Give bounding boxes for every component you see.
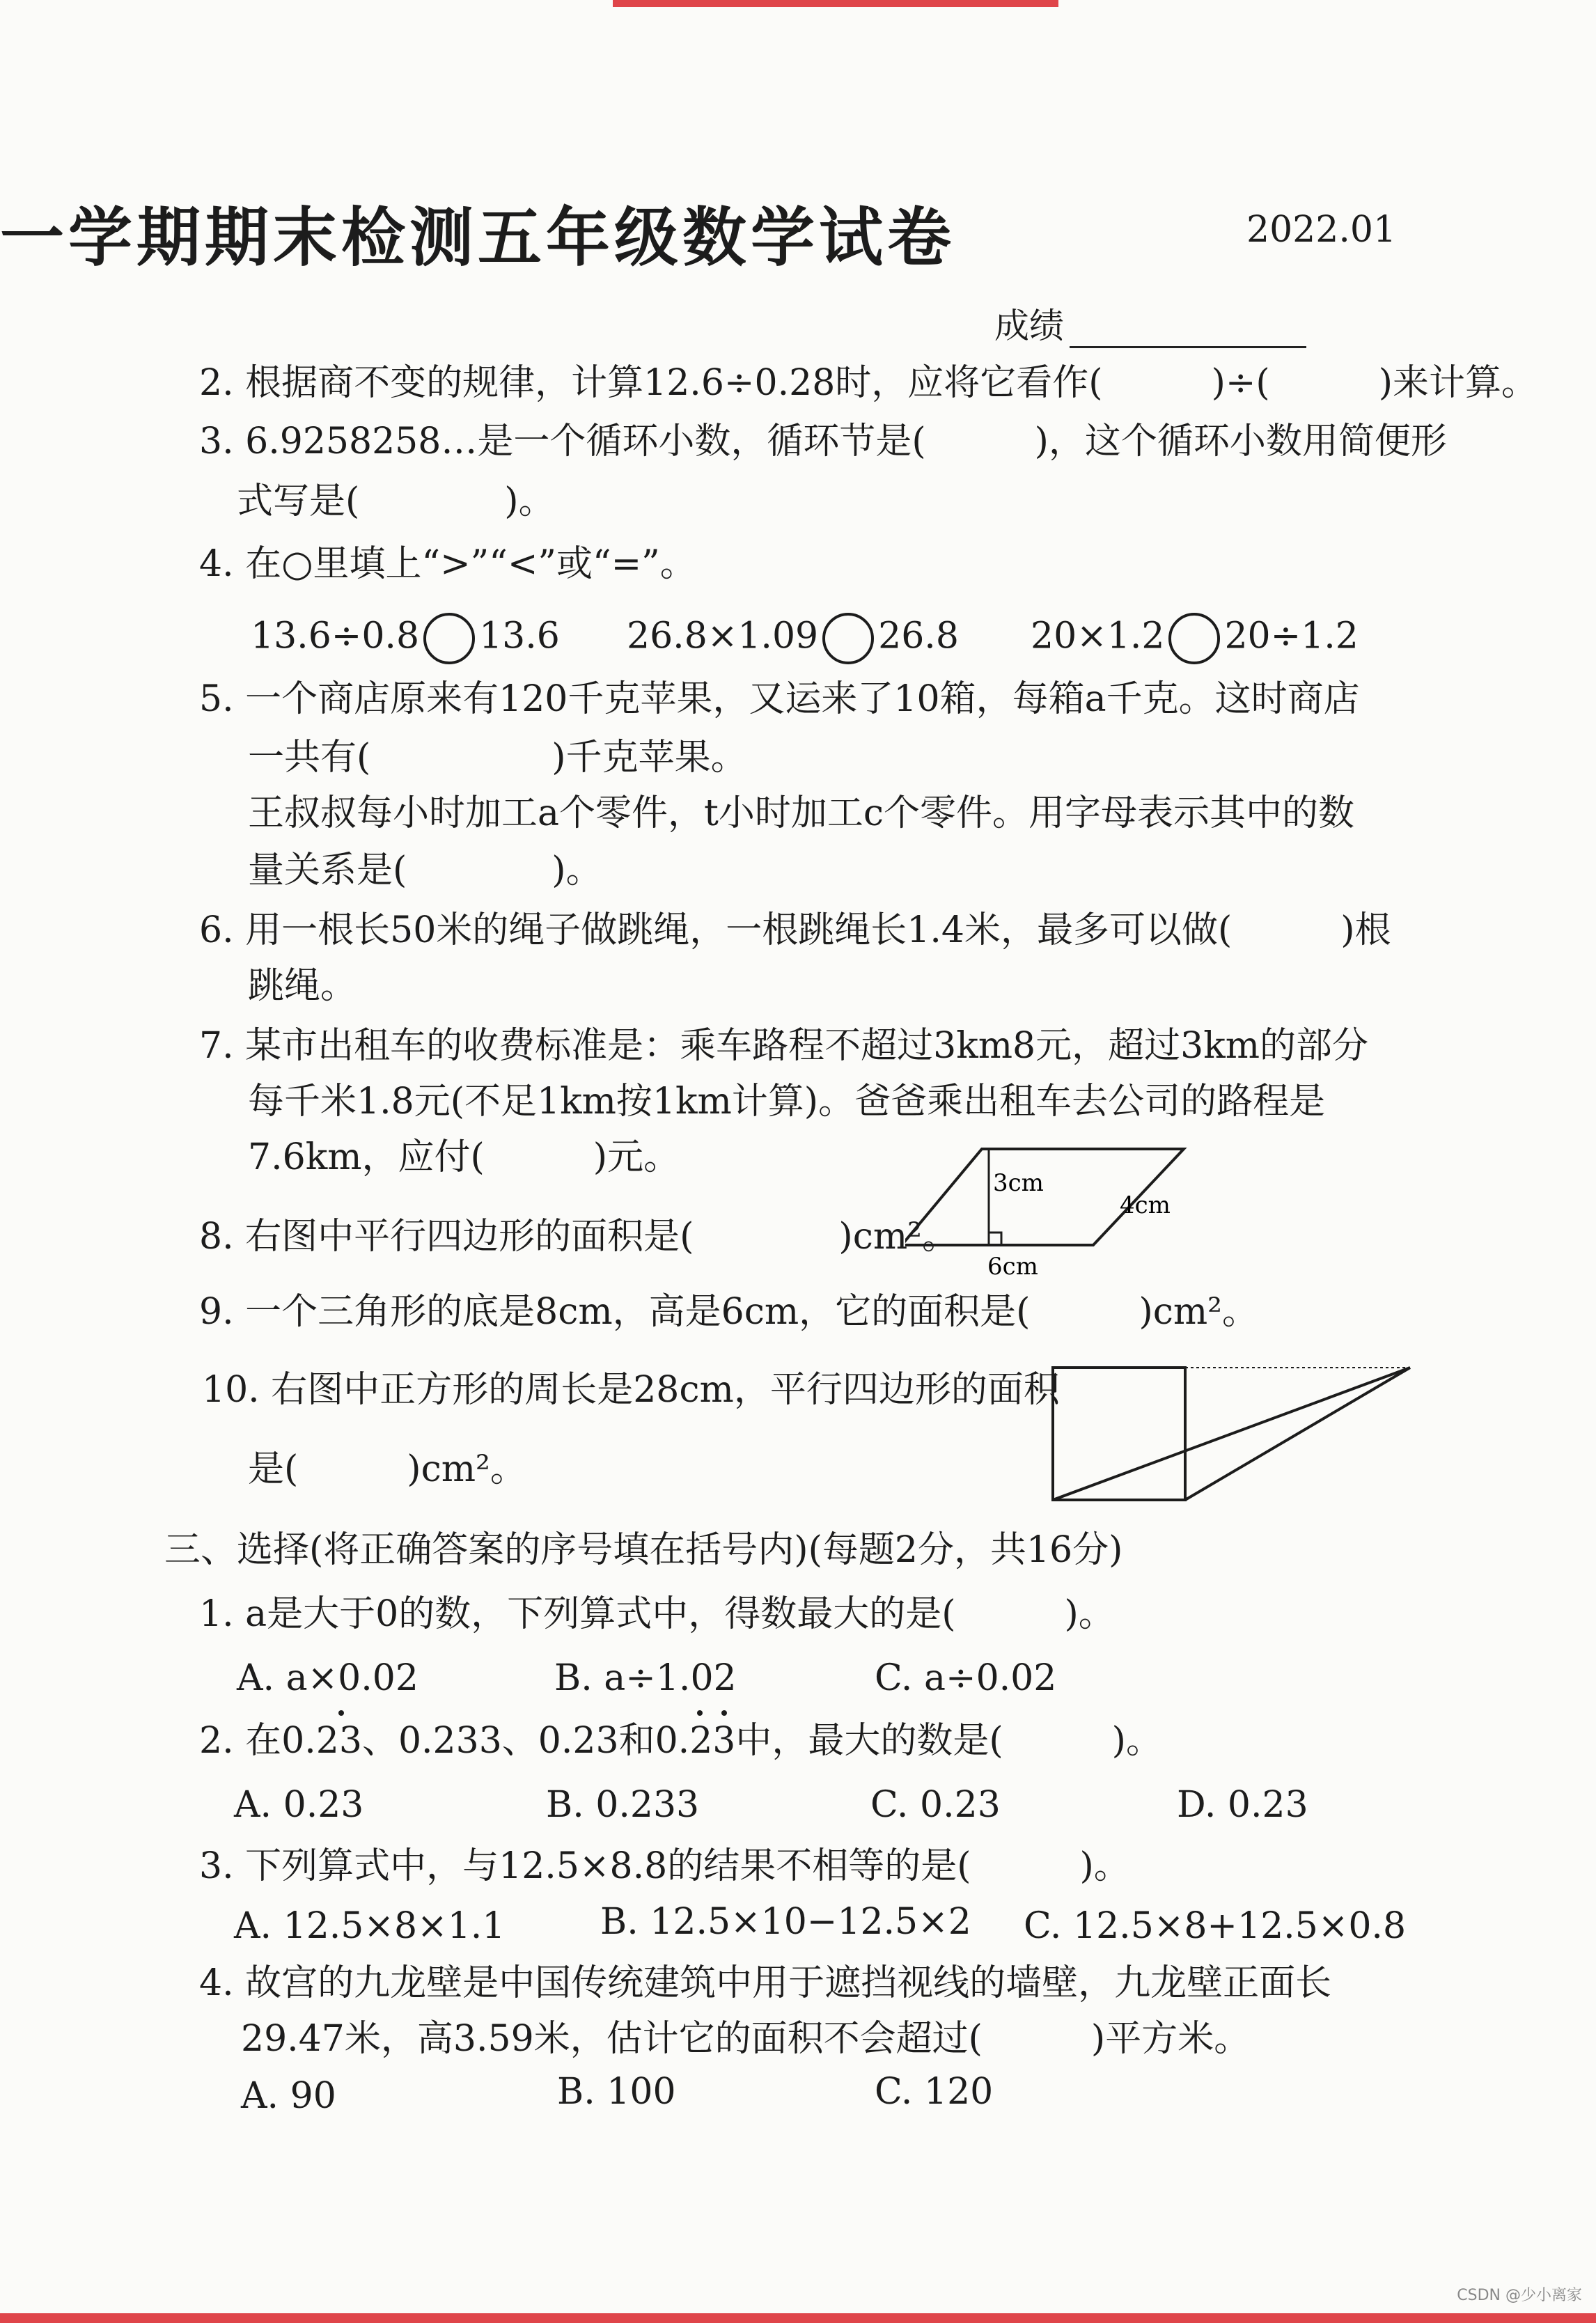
score-blank (1070, 318, 1306, 348)
compare-1-right: 13.6 (479, 615, 560, 657)
compare-circle-1[interactable] (423, 613, 475, 664)
choice-2 (199, 1720, 1162, 1762)
choice-2-option-d[interactable]: D. 0.23 (1177, 1784, 1308, 1826)
compare-item-1 (251, 613, 560, 664)
choice-2-option-a-text: A. 0.23 (234, 1784, 364, 1826)
question-3-line2: 式写是( )。 (237, 480, 555, 522)
question-8: 8. 右图中平行四边形的面积是( )cm²。 (199, 1216, 958, 1258)
choice-1-option-a[interactable]: A. a×0.02 (237, 1657, 418, 1699)
repeating-decimal-1-value: 0.23 (281, 1720, 362, 1762)
question-6-line1: 6. 用一根长50米的绳子做跳绳，一根跳绳长1.4米，最多可以做( )根 (199, 909, 1391, 951)
question-7-line2: 每千米1.8元(不足1km按1km计算)。爸爸乘出租车去公司的路程是 (248, 1081, 1326, 1123)
repeating-decimal-1 (281, 1720, 362, 1762)
question-9: 9. 一个三角形的底是8cm，高是6cm，它的面积是( )cm²。 (199, 1291, 1259, 1333)
question-5-line4: 量关系是( )。 (248, 850, 602, 891)
choice-1: 1. a是大于0的数，下列算式中，得数最大的是( )。 (199, 1593, 1115, 1635)
question-5-line3: 王叔叔每小时加工a个零件，t小时加工c个零件。用字母表示其中的数 (248, 792, 1355, 834)
question-2: 2. 根据商不变的规律，计算12.6÷0.28时，应将它看作( )÷( )来计算。 (199, 362, 1538, 404)
choice-4-line1: 4. 故宫的九龙壁是中国传统建筑中用于遮挡视线的墙壁，九龙壁正面长 (199, 1962, 1332, 2004)
red-edge-top (613, 0, 1058, 7)
choice-3: 3. 下列算式中，与12.5×8.8的结果不相等的是( )。 (199, 1845, 1130, 1887)
choice-3-option-c[interactable]: C. 12.5×8+12.5×0.8 (1024, 1905, 1407, 1947)
repeat-dot (721, 1710, 727, 1716)
repeat-dot (697, 1710, 703, 1716)
compare-3-left: 20×1.2 (1031, 615, 1165, 657)
question-7-line3: 7.6km，应付( )元。 (248, 1136, 680, 1178)
square-parallelogram-figure (1045, 1359, 1421, 1505)
question-5-line2: 一共有( )千克苹果。 (248, 737, 747, 779)
question-3-line1: 3. 6.9258258…是一个循环小数，循环节是( )，这个循环小数用简便形 (199, 421, 1447, 462)
choice-2-option-a[interactable] (234, 1784, 363, 1826)
compare-1-left: 13.6÷0.8 (251, 615, 420, 657)
compare-circle-3[interactable] (1168, 613, 1220, 664)
choice-2-suffix: 中，最大的数是( )。 (735, 1720, 1162, 1762)
question-10-line2: 是( )cm²。 (248, 1448, 526, 1490)
height-label: 3cm (993, 1169, 1044, 1197)
compare-3-right: 20÷1.2 (1224, 615, 1359, 657)
repeat-dot (338, 1710, 344, 1716)
exam-date: 2022.01 (1246, 209, 1397, 251)
right-angle-mark (989, 1233, 1001, 1245)
parallelogram-right-side (1185, 1368, 1410, 1500)
choice-3-option-a[interactable]: A. 12.5×8×1.1 (234, 1905, 506, 1947)
question-7-line1: 7. 某市出租车的收费标准是：乘车路程不超过3km8元，超过3km的部分 (199, 1025, 1369, 1067)
choice-2-option-c[interactable]: C. 0.23 (870, 1784, 1001, 1826)
square-shape (1053, 1368, 1185, 1500)
parallelogram-left-side (1053, 1368, 1410, 1500)
section-3-heading: 三、选择(将正确答案的序号填在括号内)(每题2分，共16分) (164, 1529, 1123, 1571)
score-label: 成绩 (994, 306, 1064, 346)
choice-4-line2: 29.47米，高3.59米，估计它的面积不会超过( )平方米。 (241, 2018, 1251, 2060)
parallelogram-figure (905, 1135, 1198, 1281)
repeating-decimal-2-value: 0.23 (655, 1720, 736, 1762)
choice-4-option-a[interactable]: A. 90 (241, 2075, 336, 2117)
choice-2-prefix: 2. 在 (199, 1720, 282, 1762)
choice-1-option-b[interactable]: B. a÷1.02 (554, 1657, 737, 1699)
repeating-decimal-2 (655, 1720, 736, 1762)
compare-item-3 (1031, 613, 1359, 664)
question-4: 4. 在○里填上“>”“<”或“=”。 (199, 543, 696, 585)
compare-circle-2[interactable] (822, 613, 874, 664)
compare-item-2 (627, 613, 959, 664)
question-6-line2: 跳绳。 (248, 965, 357, 1007)
question-5-line1: 5. 一个商店原来有120千克苹果，又运来了10箱，每箱a千克。这时商店 (199, 678, 1360, 720)
compare-2-right: 26.8 (878, 615, 959, 657)
red-edge-bottom (0, 2313, 1596, 2323)
choice-2-middle: 、0.233、0.23和 (361, 1720, 655, 1762)
side-label: 4cm (1120, 1191, 1171, 1219)
base-label: 6cm (987, 1253, 1038, 1281)
choice-4-option-b[interactable]: B. 100 (557, 2071, 676, 2113)
question-10-line1: 10. 右图中正方形的周长是28cm，平行四边形的面积 (202, 1369, 1060, 1411)
choice-1-option-c[interactable]: C. a÷0.02 (875, 1657, 1057, 1699)
watermark: CSDN @少小离家 (1457, 2287, 1582, 2304)
score-field (994, 298, 1306, 348)
choice-3-option-b[interactable]: B. 12.5×10−12.5×2 (600, 1901, 971, 1943)
page-title: 一学期期末检测五年级数学试卷 (0, 200, 956, 275)
choice-4-option-c[interactable]: C. 120 (875, 2071, 994, 2113)
compare-2-left: 26.8×1.09 (627, 615, 819, 657)
choice-2-option-b[interactable]: B. 0.233 (546, 1784, 700, 1826)
